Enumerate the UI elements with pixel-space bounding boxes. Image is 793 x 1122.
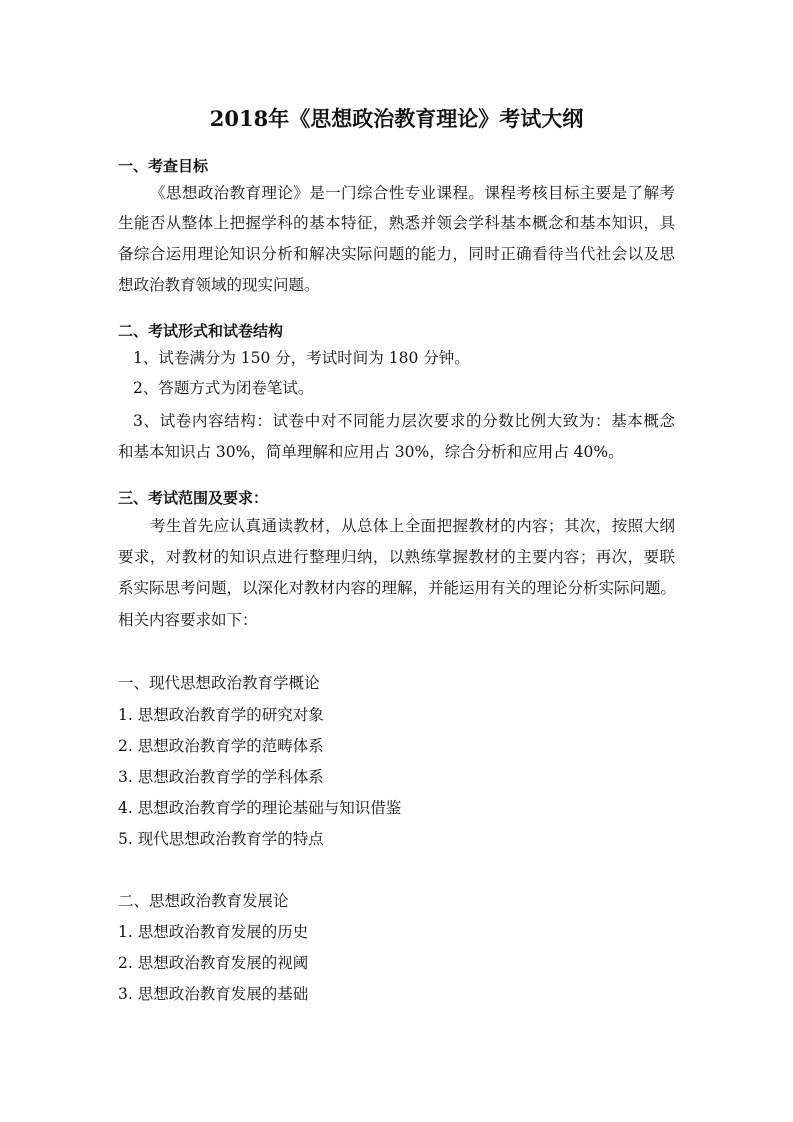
paragraph-line: 生能否从整体上把握学科的基本特征，熟悉并领会学科基本概念和基本知识，具 xyxy=(118,214,676,232)
paragraph-line: 系实际思考问题，以深化对教材内容的理解，并能运用有关的理论分析实际问题。 xyxy=(118,579,677,597)
list-item: 1、试卷满分为 150 分，考试时间为 180 分钟。 xyxy=(133,349,470,367)
outline-heading: 二、思想政治教育发展论 xyxy=(118,892,289,910)
outline-item: 3. 思想政治教育学的学科体系 xyxy=(118,768,324,786)
outline-item: 5. 现代思想政治教育学的特点 xyxy=(118,830,324,848)
paragraph-line: 想政治教育领域的现实问题。 xyxy=(118,276,320,294)
outline-item: 2. 思想政治教育学的范畴体系 xyxy=(118,737,324,755)
outline-heading: 一、现代思想政治教育学概论 xyxy=(118,674,320,692)
paragraph-line: 备综合运用理论知识分析和解决实际问题的能力，同时正确看待当代社会以及思 xyxy=(118,245,676,263)
section-heading: 一、考查目标 xyxy=(118,157,209,175)
section-heading: 二、考试形式和试卷结构 xyxy=(118,322,284,340)
paragraph-line: 《思想政治教育理论》是一门综合性专业课程。课程考核目标主要是了解考 xyxy=(150,184,676,202)
section-heading: 三、考试范围及要求： xyxy=(118,489,269,507)
paragraph-line: 相关内容要求如下： xyxy=(118,611,258,629)
list-item: 3、试卷内容结构：试卷中对不同能力层次要求的分数比例大致为：基本概念 xyxy=(133,412,676,430)
list-item: 2、答题方式为闭卷笔试。 xyxy=(133,379,314,397)
paragraph-line: 要求，对教材的知识点进行整理归纳，以熟练掌握教材的主要内容；再次，要联 xyxy=(118,548,676,566)
outline-item: 1. 思想政治教育学的研究对象 xyxy=(118,706,324,724)
outline-item: 2. 思想政治教育发展的视阈 xyxy=(118,954,309,972)
paragraph-line: 考生首先应认真通读教材，从总体上全面把握教材的内容；其次，按照大纲 xyxy=(150,517,676,535)
paragraph-line: 和基本知识占 30%，简单理解和应用占 30%，综合分析和应用占 40%。 xyxy=(118,443,624,461)
outline-item: 3. 思想政治教育发展的基础 xyxy=(118,985,309,1003)
document-title: 2018年《思想政治教育理论》考试大纲 xyxy=(209,106,584,131)
outline-item: 4. 思想政治教育学的理论基础与知识借鉴 xyxy=(118,799,402,817)
outline-item: 1. 思想政治教育发展的历史 xyxy=(118,923,309,941)
